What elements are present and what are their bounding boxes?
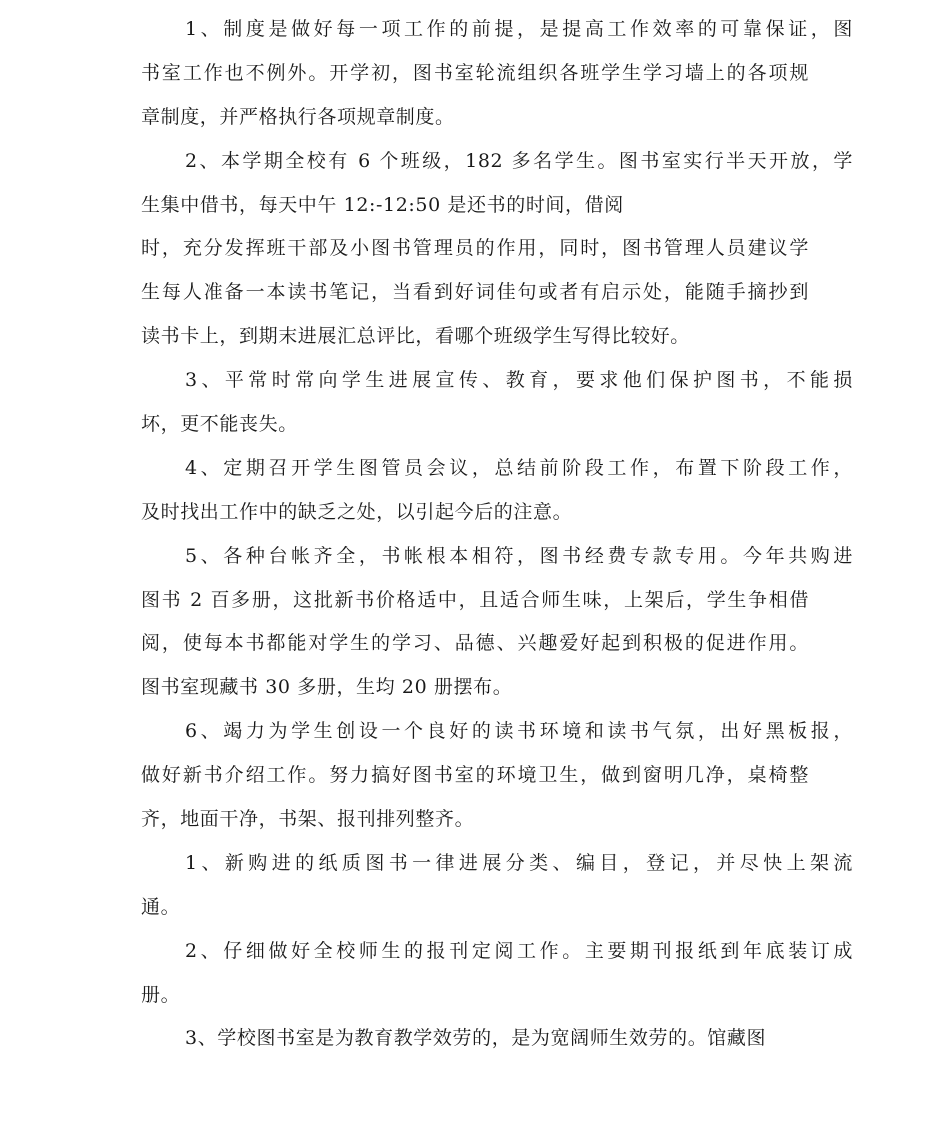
text-line: 4、定期召开学生图管员会议，总结前阶段工作，布置下阶段工作， xyxy=(185,456,853,479)
text-line: 6、竭力为学生创设一个良好的读书环境和读书气氛，出好黑板报， xyxy=(185,720,853,743)
text-line: 生每人准备一本读书笔记，当看到好词佳句或者有启示处，能随手摘抄到 xyxy=(141,281,809,304)
text-line: 2、本学期全校有 6 个班级，182 多名学生。图书室实行半天开放，学 xyxy=(185,149,853,172)
document-body xyxy=(141,8,853,1061)
text-line: 时，充分发挥班干部及小图书管理员的作用，同时，图书管理人员建议学 xyxy=(141,237,809,260)
text-line: 及时找出工作中的缺乏之处，以引起今后的注意。 xyxy=(141,500,573,523)
text-line: 2、仔细做好全校师生的报刊定阅工作。主要期刊报纸到年底装订成 xyxy=(185,939,853,962)
text-line: 3、学校图书室是为教育教学效劳的，是为宽阔师生效劳的。馆藏图 xyxy=(185,1027,767,1050)
text-line: 通。 xyxy=(141,895,181,918)
text-line: 章制度，并严格执行各项规章制度。 xyxy=(141,105,455,128)
text-line: 图书室现藏书 30 多册，生均 20 册摆布。 xyxy=(141,676,513,699)
text-line: 图书 2 百多册，这批新书价格适中，且适合师生味，上架后，学生争相借 xyxy=(141,588,809,611)
text-line: 读书卡上，到期末进展汇总评比，看哪个班级学生写得比较好。 xyxy=(141,325,690,348)
text-line: 生集中借书，每天中午 12:-12:50 是还书的时间，借阅 xyxy=(141,193,624,216)
text-line: 阅，使每本书都能对学生的学习、品德、兴趣爱好起到积极的促进作用。 xyxy=(141,632,809,655)
text-line: 3、平常时常向学生进展宣传、教育，要求他们保护图书，不能损 xyxy=(185,369,853,392)
text-line: 1、新购进的纸质图书一律进展分类、编目，登记，并尽快上架流 xyxy=(185,851,853,874)
text-line: 齐，地面干净，书架、报刊排列整齐。 xyxy=(141,808,475,831)
text-line: 坏，更不能丧失。 xyxy=(141,413,298,436)
text-line: 5、各种台帐齐全，书帐根本相符，图书经费专款专用。今年共购进 xyxy=(185,544,853,567)
text-line: 1、制度是做好每一项工作的前提，是提高工作效率的可靠保证，图 xyxy=(185,18,853,40)
text-line: 书室工作也不例外。开学初，图书室轮流组织各班学生学习墙上的各项规 xyxy=(141,61,809,84)
text-line: 做好新书介绍工作。努力搞好图书室的环境卫生，做到窗明几净，桌椅整 xyxy=(141,764,809,787)
text-line: 册。 xyxy=(141,983,181,1006)
